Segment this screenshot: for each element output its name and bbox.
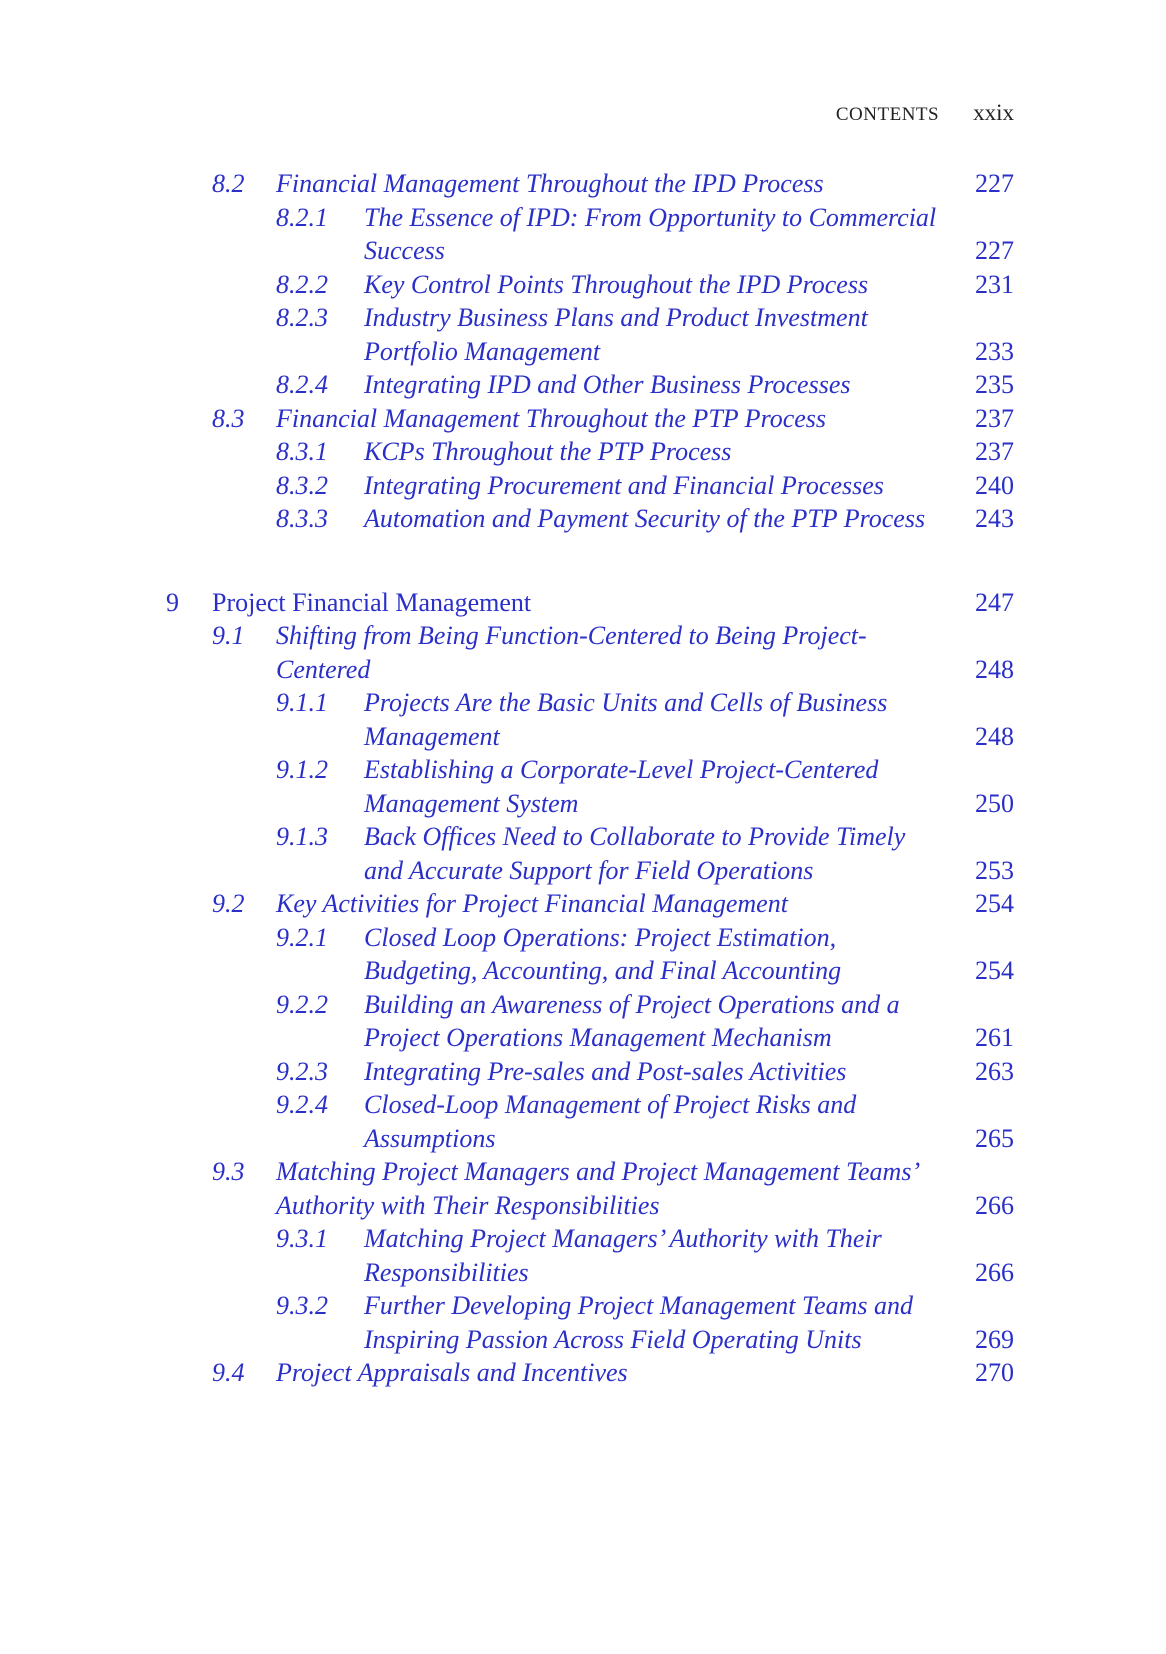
toc-entry-number: 9.2.3 [276,1056,328,1086]
toc-entry-page: 254 [975,956,1014,985]
toc-entry-title: Integrating Pre-sales and Post-sales Activities [364,1056,847,1086]
toc-entry[interactable] [0,1222,1166,1289]
toc-entry-number: 9.1.2 [276,755,328,784]
toc-entry-number: 9.3.1 [276,1224,328,1253]
toc-entry-page: 237 [975,437,1014,466]
toc-entry[interactable] [0,435,1166,469]
toc-entry[interactable] [0,368,1166,402]
toc-entry-page: 253 [975,855,1014,885]
toc-entry-title: Establishing a Corporate-Level Project-Centered Management System [364,755,879,818]
toc-entry[interactable] [0,402,1166,436]
toc-entry[interactable] [0,201,1166,268]
toc-entry-number: 8.3.2 [276,470,328,500]
toc-entry-page: 231 [975,269,1014,299]
toc-entry-page: 240 [975,470,1014,500]
toc-entry[interactable] [0,268,1166,302]
toc-entry-number: 9.4 [212,1358,245,1387]
toc-entry-number: 9.1 [212,621,245,650]
toc-entry-number: 8.2.1 [276,202,328,232]
toc-entry[interactable] [0,1289,1166,1356]
toc-entry-title: Building an Awareness of Project Operations and a Project Operations Management Mechanism [364,989,900,1052]
toc-entry-title: Matching Project Managers’ Authority with Their Responsibilities [364,1224,882,1287]
toc-entry[interactable] [0,301,1166,368]
toc-entry-title: Closed Loop Operations: Project Estimation, Budgeting, Accounting, and Final Accounting [364,922,842,985]
toc-entry[interactable] [0,1155,1166,1222]
toc-entry[interactable] [0,753,1166,820]
toc-entry-number: 9.1.1 [276,688,328,717]
toc-entry-page: 265 [975,1123,1014,1153]
toc-entry-title: Projects Are the Basic Units and Cells of Business Management [364,688,888,751]
toc-entry-number: 9.2.4 [276,1090,328,1119]
toc-entry-title: Project Appraisals and Incentives [276,1358,628,1387]
toc-entry-title: Matching Project Managers and Project Management Teams’ Authority with Their Responsibilities [276,1157,918,1220]
toc-entry-title: Back Offices Need to Collaborate to Provide Timely and Accurate Support for Field Operations [364,822,906,885]
toc-entry[interactable] [0,887,1166,921]
toc-entry-number: 9.2 [212,889,245,918]
toc-entry-number: 9.2.1 [276,922,328,952]
running-head [0,100,1014,126]
toc-entry-title: Shifting from Being Function-Centered to Being Project-Centered [276,621,867,684]
toc-entry-page: 235 [975,370,1014,399]
toc-entry-number: 8.3.1 [276,437,328,466]
toc-entry-page: 270 [975,1358,1014,1387]
toc-entry-page: 227 [975,169,1014,198]
toc-entry-page: 233 [975,336,1014,366]
toc-entry-page: 263 [975,1056,1014,1086]
toc-entry-number: 8.2 [212,169,245,198]
toc-entry-number: 9.1.3 [276,822,328,851]
toc-entry[interactable] [0,502,1166,536]
toc-entry[interactable] [0,1055,1166,1089]
toc-entry-page: 261 [975,1023,1014,1052]
toc-chapter-number: 9 [166,587,179,617]
toc-entry-title: Closed-Loop Management of Project Risks and Assumptions [364,1090,857,1153]
toc-entry-page: 250 [975,788,1014,818]
toc-entry[interactable] [0,167,1166,201]
toc-entry-title: The Essence of IPD: From Opportunity to Commercial Success [364,202,937,265]
toc-entry[interactable] [0,1356,1166,1390]
toc-entry-page: 248 [975,654,1014,684]
toc-entry-title: Financial Management Throughout the IPD Process [276,169,824,198]
toc-entry-page: 237 [975,403,1014,433]
toc-entry-number: 9.3 [212,1157,245,1186]
toc-entry[interactable] [0,619,1166,686]
toc-entry[interactable] [0,988,1166,1055]
toc-entry[interactable] [0,686,1166,753]
toc-entry[interactable] [0,820,1166,887]
toc-entry-number: 8.3.3 [276,504,328,533]
toc-entry-number: 8.3 [212,403,245,433]
toc-entry[interactable] [0,1088,1166,1155]
toc-entry-page: 243 [975,504,1014,533]
page-number: xxix [973,100,1014,125]
toc-entry-title: Financial Management Throughout the PTP Process [276,403,827,433]
toc-entry-page: 269 [975,1324,1014,1354]
toc-chapter-entry[interactable] [0,586,1166,620]
toc-entry-title: Industry Business Plans and Product Investment Portfolio Management [364,303,868,366]
toc-entry-number: 8.2.3 [276,303,328,332]
toc-entry-title: Integrating IPD and Other Business Processes [364,370,851,399]
toc-entry[interactable] [0,921,1166,988]
toc-entry-number: 9.2.2 [276,989,328,1019]
running-head-label: CONTENTS [835,104,940,125]
toc-entry-title: Key Activities for Project Financial Management [276,889,788,918]
toc-entry-page: 247 [975,587,1014,617]
toc-chapter-title: Project Financial Management [212,587,532,617]
toc-entry[interactable] [0,469,1166,503]
toc-entry-number: 8.2.4 [276,370,328,399]
toc-entry-title: Further Developing Project Management Teams and Inspiring Passion Across Field Operating Units [364,1291,914,1354]
toc-entry-page: 248 [975,721,1014,751]
toc-entry-page: 266 [975,1257,1014,1287]
toc-entry-page: 254 [975,889,1014,918]
toc-entry-title: Key Control Points Throughout the IPD Process [364,269,869,299]
toc-entry-title: Integrating Procurement and Financial Processes [364,470,884,500]
toc-entry-page: 227 [975,236,1014,265]
toc-entry-title: Automation and Payment Security of the PTP Process [364,504,926,533]
toc-entry-title: KCPs Throughout the PTP Process [364,437,732,466]
toc-entry-number: 9.3.2 [276,1291,328,1320]
table-of-contents [0,167,1166,1390]
toc-entry-page: 266 [975,1190,1014,1220]
toc-entry-number: 8.2.2 [276,269,328,299]
